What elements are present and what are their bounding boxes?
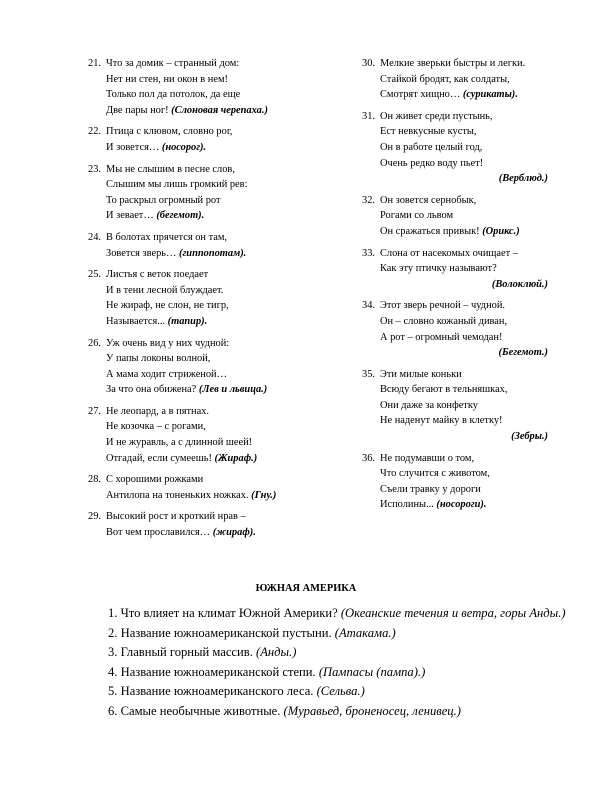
- riddle-item: [88, 230, 348, 261]
- riddle-line: [362, 314, 562, 330]
- riddle-line: [362, 466, 562, 482]
- riddle-item: [88, 472, 348, 503]
- riddle-text: Слышим мы лишь громкий рев:: [106, 179, 248, 191]
- question-answer: (Сельва.): [316, 684, 365, 699]
- riddle-text: Он – словно кожаный диван,: [380, 315, 508, 327]
- riddle-last-line: [88, 525, 348, 541]
- question-item: [88, 604, 568, 624]
- right-riddle-column: [362, 56, 562, 519]
- riddle-first-line: [88, 124, 348, 140]
- riddle-text: И зевает…: [106, 210, 157, 222]
- riddle-line: [362, 382, 562, 398]
- riddle-item: [362, 193, 562, 240]
- question-item: [88, 702, 568, 722]
- riddle-text: У папы локоны волной,: [106, 353, 211, 365]
- riddle-line: [362, 413, 562, 429]
- question-text: 1. Что влияет на климат Южной Америки?: [108, 606, 341, 620]
- riddle-text: Антилопа на тоненьких ножках.: [106, 489, 252, 501]
- riddle-text: Не козочка – с рогами,: [106, 421, 206, 433]
- question-text: 2. Название южноамериканской пустыни.: [108, 625, 335, 640]
- riddle-text: Рогами со львом: [380, 210, 454, 222]
- question-text: 4. Название южноамериканской степи.: [108, 664, 319, 679]
- question-text: 5. Название южноамериканского леса.: [108, 684, 317, 699]
- riddle-first-line: [88, 404, 348, 420]
- question-answer: (Муравьед, броненосец, ленивец.): [283, 703, 461, 718]
- riddle-item: [362, 298, 562, 360]
- riddle-text: Очень редко воду пьет!: [380, 157, 484, 169]
- riddle-number: 28.: [88, 474, 101, 486]
- riddle-answer: (Слоновая черепаха.): [171, 104, 268, 116]
- riddle-answer: (Бегемот.): [498, 347, 548, 359]
- riddle-number: 26.: [88, 337, 101, 349]
- riddle-number: 22.: [88, 126, 101, 138]
- riddle-answer: (бегемот).: [156, 210, 205, 222]
- riddle-line: [362, 398, 562, 414]
- question-item: [88, 643, 568, 663]
- riddle-last-line: [88, 451, 348, 467]
- riddle-number: 34.: [362, 300, 375, 312]
- riddle-last-line: [88, 314, 348, 330]
- riddle-line: [88, 283, 348, 299]
- riddle-number: 29.: [88, 511, 101, 523]
- riddle-item: [362, 56, 562, 103]
- riddle-answer: (Верблюд.): [498, 173, 548, 185]
- riddle-text: Не наденут майку в клетку!: [380, 415, 503, 427]
- riddle-number: 31.: [362, 110, 375, 122]
- riddle-last-line: [88, 103, 348, 119]
- riddle-text: Мелкие зверьки быстры и легки.: [380, 58, 526, 69]
- riddle-answer: (носороги).: [436, 499, 487, 511]
- riddle-first-line: [362, 451, 562, 467]
- riddle-last-line: [88, 488, 348, 504]
- riddle-first-line: [362, 109, 562, 125]
- riddle-first-line: [362, 56, 562, 72]
- left-riddle-column: [88, 56, 348, 547]
- riddle-text: Птица с клювом, словно рог,: [106, 126, 233, 138]
- riddle-text: Он живет среди пустынь,: [380, 110, 493, 122]
- riddle-first-line: [362, 246, 562, 262]
- riddle-line: [88, 419, 348, 435]
- riddle-number: 23.: [88, 163, 101, 175]
- riddle-number: 25.: [88, 269, 101, 281]
- riddle-text: Не жираф, не слон, не тигр,: [106, 300, 229, 312]
- riddle-text: Отгадай, если сумеешь!: [106, 452, 215, 464]
- riddle-text: За что она обижена?: [106, 384, 199, 396]
- riddle-text: То раскрыл огромный рот: [106, 194, 221, 206]
- riddle-first-line: [88, 162, 348, 178]
- riddle-text: Этот зверь речной – чудной.: [380, 300, 506, 312]
- riddle-last-line: [88, 382, 348, 398]
- riddle-first-line: [362, 367, 562, 383]
- riddle-first-line: [88, 509, 348, 525]
- question-answer: (Анды.): [256, 645, 297, 660]
- riddle-line: [88, 87, 348, 103]
- question-text: 6. Самые необычные животные.: [108, 703, 284, 718]
- riddle-line: [88, 351, 348, 367]
- riddle-item: [362, 451, 562, 513]
- riddle-first-line: [88, 336, 348, 352]
- riddle-line: [88, 72, 348, 88]
- riddle-item: [362, 367, 562, 445]
- question-answer: (Пампасы (пампа).): [318, 664, 426, 679]
- riddle-number: 24.: [88, 231, 101, 243]
- riddle-item: [88, 336, 348, 398]
- question-item: [88, 682, 568, 702]
- riddle-line: [362, 261, 562, 277]
- riddle-line: [362, 482, 562, 498]
- riddle-text: Слона от насекомых очищает –: [380, 247, 518, 259]
- riddle-answer: (Жираф.): [214, 452, 258, 464]
- riddle-item: [88, 404, 348, 466]
- riddle-number: 33.: [362, 247, 375, 259]
- riddle-text: Высокий рост и кроткий нрав –: [106, 511, 246, 523]
- riddle-item: [88, 509, 348, 540]
- riddle-number: 21.: [88, 58, 101, 69]
- riddle-text: И в тени лесной блуждает.: [106, 284, 224, 296]
- riddle-line: [362, 330, 562, 346]
- riddle-last-line: [362, 497, 562, 513]
- riddle-text: Исполины...: [380, 499, 437, 511]
- riddle-text: Что за домик – странный дом:: [106, 58, 240, 69]
- question-item: [88, 624, 568, 644]
- riddle-answer: (Гну.): [251, 489, 277, 501]
- riddle-text: Как эту птичку называют?: [380, 263, 497, 275]
- riddle-answer: (сурикаты).: [462, 89, 518, 101]
- riddle-item: [88, 124, 348, 155]
- riddle-text: Он в работе целый год,: [380, 141, 483, 153]
- riddle-text: И не журавль, а с длинной шеей!: [106, 437, 253, 449]
- riddle-line: [88, 177, 348, 193]
- riddle-text: Зовется зверь…: [106, 247, 179, 259]
- question-item: [88, 663, 568, 683]
- riddle-number: 36.: [362, 452, 375, 464]
- riddle-text: Вот чем прославился…: [106, 527, 213, 539]
- riddle-text: Он зовется сернобык,: [380, 194, 477, 206]
- riddle-line: [88, 367, 348, 383]
- riddle-text: Не леопард, а в пятнах.: [106, 405, 209, 417]
- riddle-answer: (Орикс.): [482, 225, 520, 237]
- riddle-number: 35.: [362, 368, 375, 380]
- riddle-item: [88, 267, 348, 329]
- riddle-last-line: [88, 140, 348, 156]
- riddle-line: [362, 208, 562, 224]
- riddle-text: Смотрят хищно…: [380, 89, 463, 101]
- riddle-answer: (гиппопотам).: [179, 247, 247, 259]
- riddle-line: [88, 193, 348, 209]
- riddle-line: [88, 298, 348, 314]
- riddle-text: Всюду бегают в тельняшках,: [380, 384, 508, 396]
- question-answer: (Океанские течения и ветра, горы Анды.): [340, 606, 566, 620]
- riddle-text: Он сражаться привык!: [380, 225, 483, 237]
- riddle-text: Называется...: [106, 315, 168, 327]
- riddle-answer: (Лев и львица.): [198, 384, 268, 396]
- riddle-last-line: [362, 224, 562, 240]
- riddle-first-line: [88, 230, 348, 246]
- riddle-text: Мы не слышим в песне слов,: [106, 163, 235, 175]
- riddle-text: Съели травку у дороги: [380, 483, 481, 495]
- riddle-text: Уж очень вид у них чудной:: [106, 337, 230, 349]
- riddle-last-line: [88, 246, 348, 262]
- riddle-answer: (Волоклюй.): [491, 278, 548, 290]
- riddle-answer: (жираф).: [212, 527, 256, 539]
- riddle-text: Что случится с животом,: [380, 468, 490, 480]
- riddle-text: И зовется…: [106, 141, 162, 153]
- riddle-first-line: [88, 56, 348, 72]
- riddle-line: [362, 156, 562, 172]
- riddle-item: [362, 109, 562, 187]
- riddle-text: Стайкой бродят, как солдаты,: [380, 73, 510, 85]
- riddle-text: Только пол да потолок, да еще: [106, 89, 241, 101]
- riddle-first-line: [362, 193, 562, 209]
- riddle-text: Нет ни стен, ни окон в нем!: [106, 73, 228, 85]
- riddle-text: А мама ходит стриженой…: [106, 368, 228, 380]
- riddle-last-line: [362, 87, 562, 103]
- riddle-text: Эти милые коньки: [380, 368, 462, 380]
- riddle-number: 30.: [362, 58, 375, 69]
- riddle-text: Не подумавши о том,: [380, 452, 475, 464]
- riddle-number: 32.: [362, 194, 375, 206]
- riddle-line: [362, 124, 562, 140]
- riddle-text: А рот – огромный чемодан!: [380, 331, 503, 343]
- riddle-answer: (тапир).: [167, 315, 208, 327]
- riddle-text: Они даже за конфетку: [380, 399, 478, 411]
- question-text: 3. Главный горный массив.: [108, 645, 257, 660]
- riddle-text: Две пары ног!: [106, 104, 172, 116]
- riddle-last-line: [88, 208, 348, 224]
- riddle-line: [362, 72, 562, 88]
- section-title: ЮЖНАЯ АМЕРИКА: [255, 583, 357, 594]
- question-list: [88, 604, 568, 722]
- riddle-item: [88, 162, 348, 224]
- riddle-text: Листья с веток поедает: [106, 269, 209, 281]
- riddle-text: Ест невкусные кусты,: [380, 126, 477, 138]
- riddle-line: [362, 140, 562, 156]
- riddle-item: [88, 56, 348, 118]
- riddle-first-line: [88, 267, 348, 283]
- riddle-first-line: [362, 298, 562, 314]
- riddle-text: В болотах прячется он там,: [106, 231, 228, 243]
- riddle-answer: (Зебры.): [511, 431, 548, 443]
- riddle-line: [88, 435, 348, 451]
- riddle-number: 27.: [88, 405, 101, 417]
- riddle-text: С хорошими рожками: [106, 474, 204, 486]
- riddle-item: [362, 246, 562, 293]
- riddle-first-line: [88, 472, 348, 488]
- question-answer: (Атакама.): [334, 625, 396, 640]
- riddle-answer: (носорог).: [161, 141, 207, 153]
